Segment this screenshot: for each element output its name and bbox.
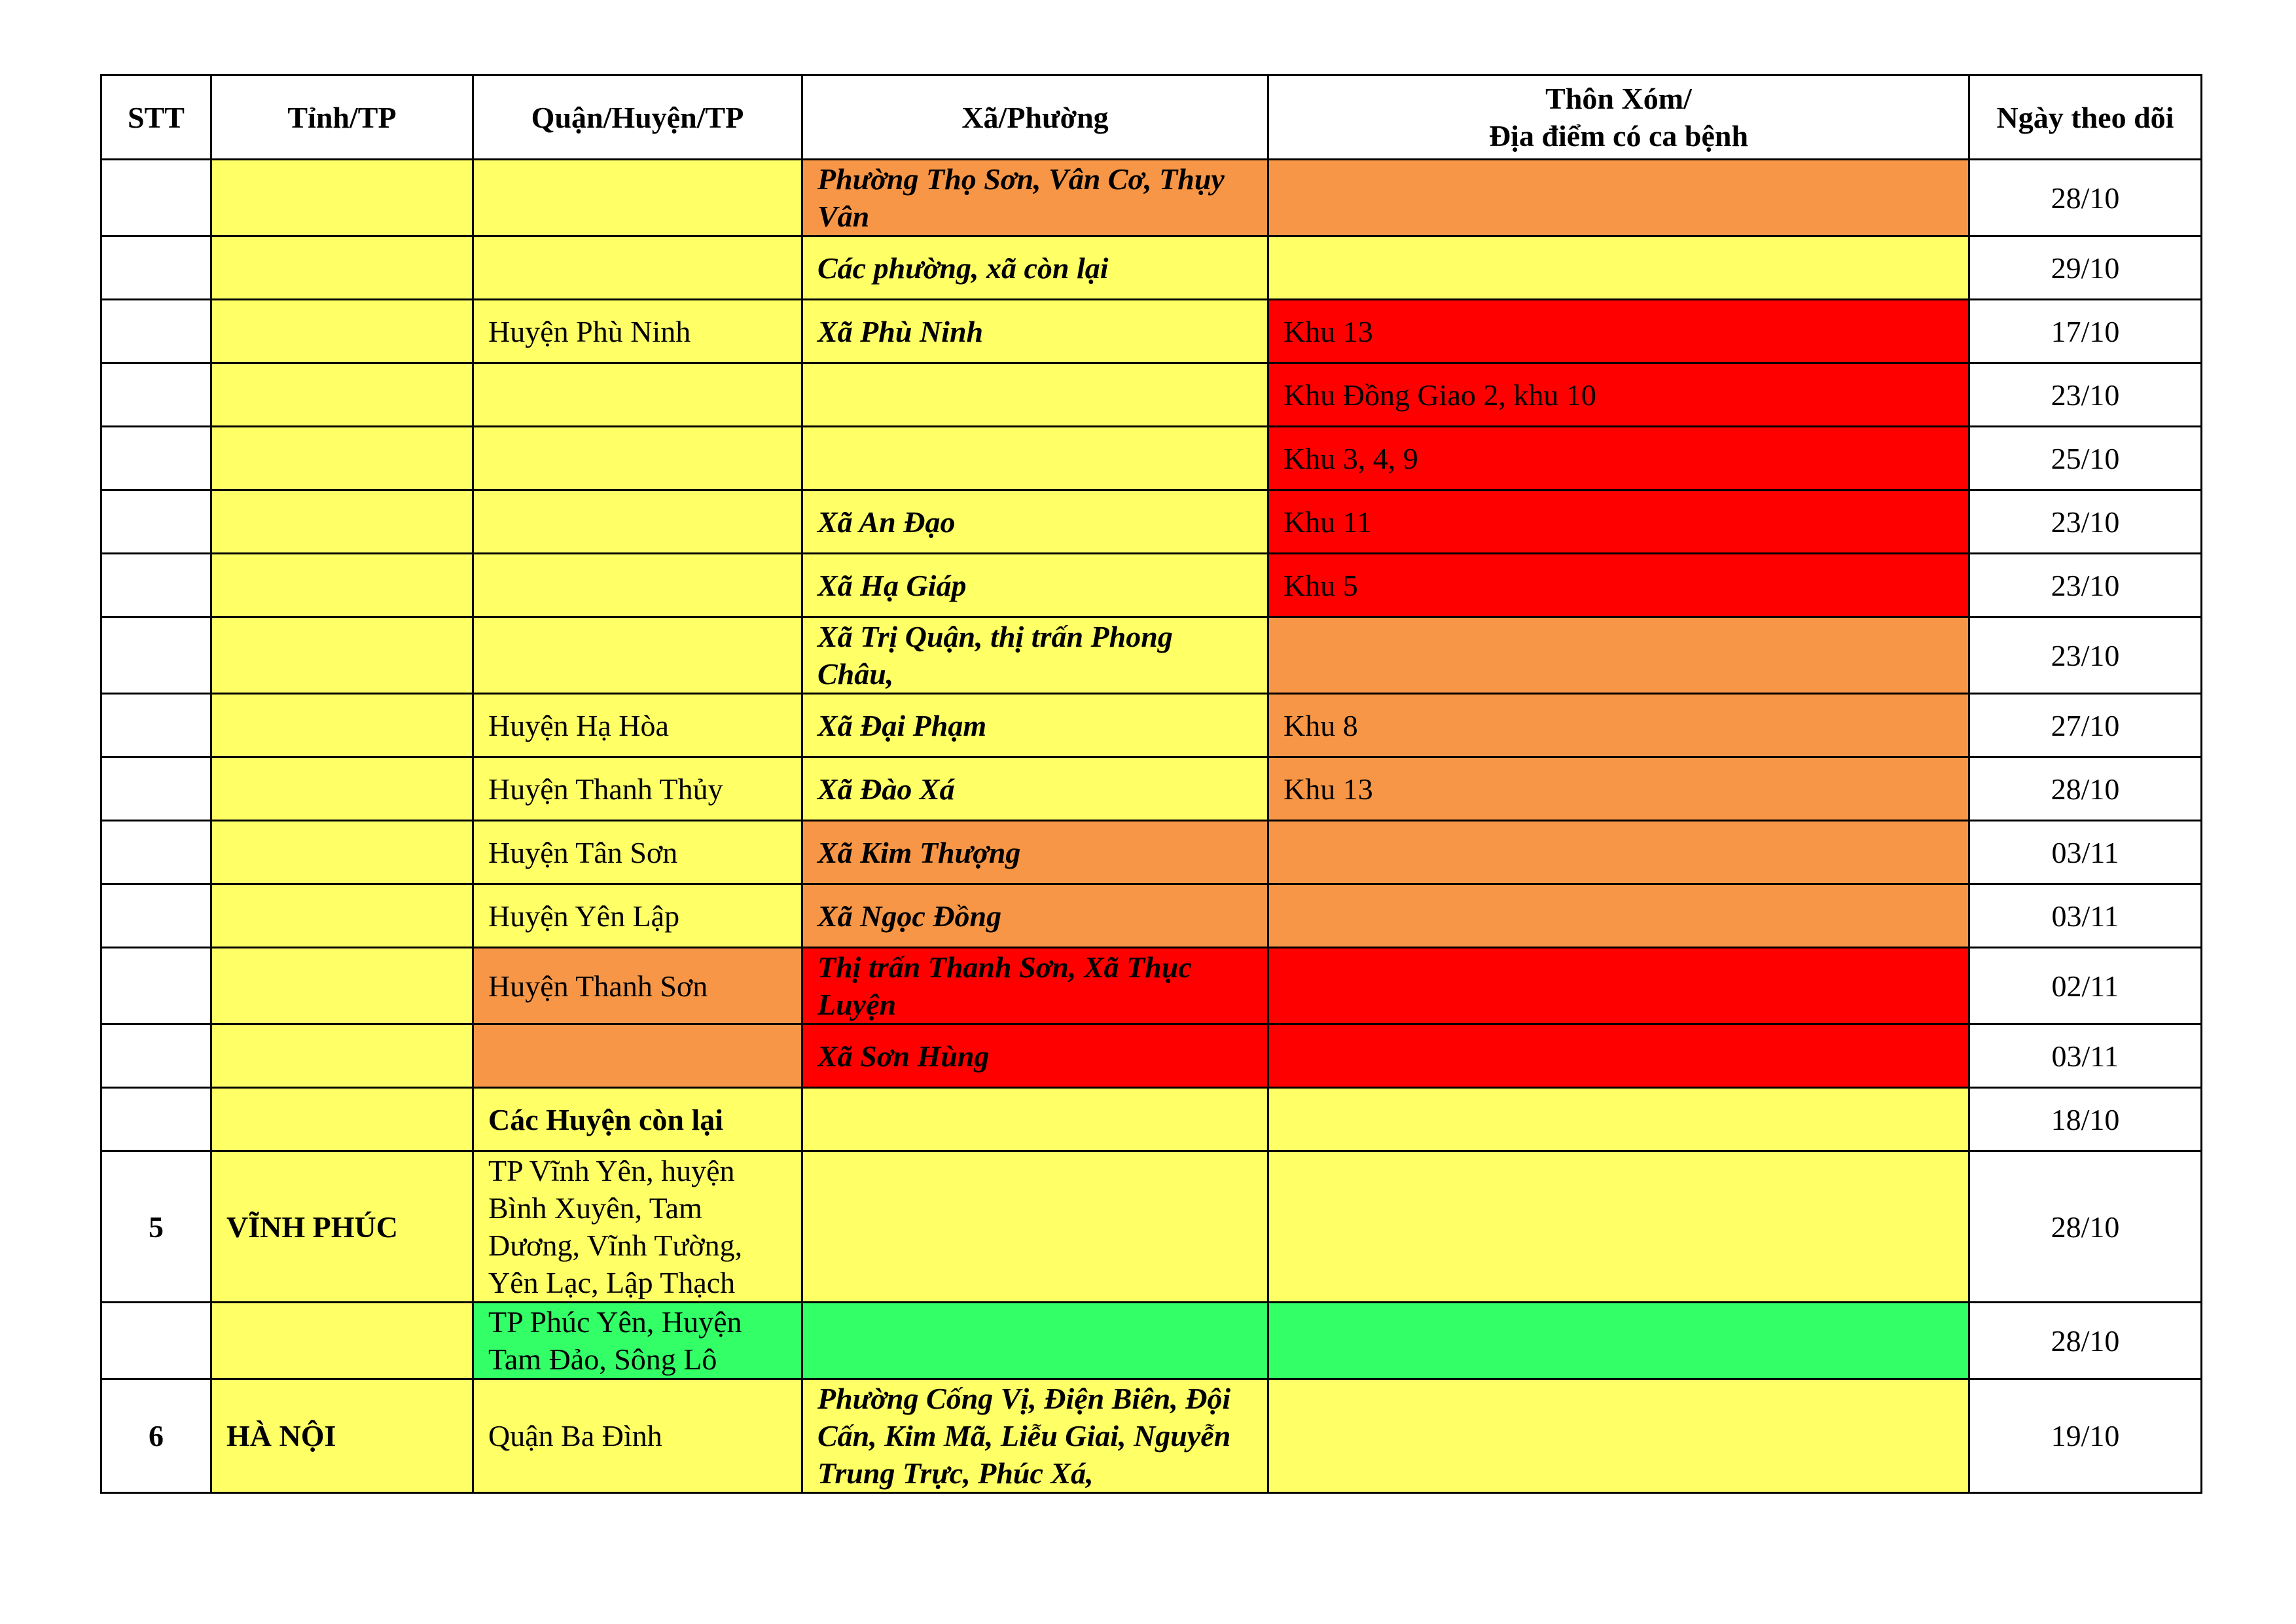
table-row <box>101 363 2202 427</box>
table-row <box>101 757 2202 821</box>
cell-province <box>211 884 473 948</box>
cell-ward: Xã Ngọc Đồng <box>802 884 1268 948</box>
cell-stt <box>101 427 211 490</box>
cell-ward: Xã Phù Ninh <box>802 300 1268 363</box>
cell-district: Huyện Tân Sơn <box>473 821 802 884</box>
cell-province <box>211 1088 473 1151</box>
cell-stt <box>101 490 211 554</box>
table-row <box>101 948 2202 1024</box>
table-row <box>101 427 2202 490</box>
cell-district <box>473 363 802 427</box>
cell-hamlet: Khu 13 <box>1268 300 1969 363</box>
cell-hamlet: Khu Đồng Giao 2, khu 10 <box>1268 363 1969 427</box>
cell-hamlet <box>1268 1088 1969 1151</box>
cell-stt <box>101 236 211 300</box>
cell-hamlet: Khu 13 <box>1268 757 1969 821</box>
cell-ward: Xã Hạ Giáp <box>802 554 1268 617</box>
cell-province <box>211 236 473 300</box>
cell-ward <box>802 1088 1268 1151</box>
cell-stt <box>101 757 211 821</box>
cell-province <box>211 948 473 1024</box>
table-row <box>101 694 2202 757</box>
cell-hamlet <box>1268 236 1969 300</box>
header-date: Ngày theo dõi <box>1969 75 2202 160</box>
cell-date: 23/10 <box>1969 363 2202 427</box>
header-province: Tỉnh/TP <box>211 75 473 160</box>
cell-stt <box>101 1303 211 1379</box>
cell-hamlet <box>1268 617 1969 694</box>
cell-ward: Xã Kim Thượng <box>802 821 1268 884</box>
cell-province <box>211 617 473 694</box>
cell-stt <box>101 554 211 617</box>
cell-province <box>211 160 473 236</box>
cell-province <box>211 694 473 757</box>
cell-date: 03/11 <box>1969 1024 2202 1088</box>
cell-ward: Phường Thọ Sơn, Vân Cơ, Thụy Vân <box>802 160 1268 236</box>
cell-date: 28/10 <box>1969 1303 2202 1379</box>
header-hamlet-line1: Thôn Xóm/ <box>1545 82 1692 115</box>
table-row <box>101 821 2202 884</box>
cell-district <box>473 1024 802 1088</box>
cell-hamlet: Khu 5 <box>1268 554 1969 617</box>
table-row <box>101 884 2202 948</box>
cell-ward <box>802 1303 1268 1379</box>
cell-stt <box>101 948 211 1024</box>
cell-province <box>211 300 473 363</box>
cell-hamlet <box>1268 948 1969 1024</box>
cell-district <box>473 554 802 617</box>
cell-date: 23/10 <box>1969 617 2202 694</box>
cell-province <box>211 821 473 884</box>
table-row <box>101 617 2202 694</box>
cell-date: 27/10 <box>1969 694 2202 757</box>
table-row <box>101 554 2202 617</box>
cell-district: Huyện Phù Ninh <box>473 300 802 363</box>
table-row <box>101 1088 2202 1151</box>
header-ward: Xã/Phường <box>802 75 1268 160</box>
cell-stt <box>101 363 211 427</box>
cell-district <box>473 490 802 554</box>
cell-province: VĨNH PHÚC <box>211 1151 473 1303</box>
cell-district: Các Huyện còn lại <box>473 1088 802 1151</box>
table-row <box>101 1379 2202 1493</box>
cell-stt <box>101 617 211 694</box>
cell-stt <box>101 821 211 884</box>
cell-date: 19/10 <box>1969 1379 2202 1493</box>
cell-hamlet <box>1268 1379 1969 1493</box>
cell-province <box>211 554 473 617</box>
cell-district <box>473 427 802 490</box>
cell-date: 03/11 <box>1969 821 2202 884</box>
cell-province <box>211 1303 473 1379</box>
cell-hamlet <box>1268 821 1969 884</box>
cell-ward <box>802 363 1268 427</box>
table-row <box>101 1303 2202 1379</box>
cell-stt <box>101 1024 211 1088</box>
cell-stt <box>101 884 211 948</box>
header-hamlet <box>1268 75 1969 160</box>
cell-date: 18/10 <box>1969 1088 2202 1151</box>
cell-province <box>211 427 473 490</box>
cell-date: 03/11 <box>1969 884 2202 948</box>
cell-province <box>211 490 473 554</box>
cell-district: TP Phúc Yên, Huyện Tam Đảo, Sông Lô <box>473 1303 802 1379</box>
table-header-row <box>101 75 2202 160</box>
cell-district: Quận Ba Đình <box>473 1379 802 1493</box>
header-stt: STT <box>101 75 211 160</box>
cell-ward: Xã Đào Xá <box>802 757 1268 821</box>
cell-date: 23/10 <box>1969 490 2202 554</box>
cell-date: 28/10 <box>1969 1151 2202 1303</box>
cell-district: Huyện Thanh Thủy <box>473 757 802 821</box>
cell-date: 23/10 <box>1969 554 2202 617</box>
cell-hamlet <box>1268 1024 1969 1088</box>
cell-district: Huyện Thanh Sơn <box>473 948 802 1024</box>
cell-province <box>211 363 473 427</box>
table-row <box>101 490 2202 554</box>
cell-stt <box>101 300 211 363</box>
cell-district: TP Vĩnh Yên, huyện Bình Xuyên, Tam Dương, Vĩnh Tường, Yên Lạc, Lập Thạch <box>473 1151 802 1303</box>
cell-ward: Xã Đại Phạm <box>802 694 1268 757</box>
cell-date: 28/10 <box>1969 160 2202 236</box>
cell-district <box>473 160 802 236</box>
cell-stt <box>101 1088 211 1151</box>
cell-date: 29/10 <box>1969 236 2202 300</box>
cell-district: Huyện Yên Lập <box>473 884 802 948</box>
cell-province <box>211 757 473 821</box>
header-district: Quận/Huyện/TP <box>473 75 802 160</box>
cell-hamlet: Khu 3, 4, 9 <box>1268 427 1969 490</box>
cell-ward: Xã An Đạo <box>802 490 1268 554</box>
table-row <box>101 1151 2202 1303</box>
cell-stt <box>101 694 211 757</box>
cell-date: 17/10 <box>1969 300 2202 363</box>
table-body <box>101 160 2202 1493</box>
header-hamlet-line2: Địa điểm có ca bệnh <box>1488 119 1749 153</box>
cell-hamlet: Khu 11 <box>1268 490 1969 554</box>
cell-province: HÀ NỘI <box>211 1379 473 1493</box>
cell-hamlet <box>1268 884 1969 948</box>
cell-province <box>211 1024 473 1088</box>
cell-hamlet <box>1268 160 1969 236</box>
cell-date: 25/10 <box>1969 427 2202 490</box>
cell-stt <box>101 160 211 236</box>
cell-ward: Xã Sơn Hùng <box>802 1024 1268 1088</box>
cell-hamlet <box>1268 1151 1969 1303</box>
table-row <box>101 160 2202 236</box>
cell-stt: 5 <box>101 1151 211 1303</box>
cell-ward: Thị trấn Thanh Sơn, Xã Thục Luyện <box>802 948 1268 1024</box>
table-row <box>101 236 2202 300</box>
cell-date: 28/10 <box>1969 757 2202 821</box>
cell-ward: Xã Trị Quận, thị trấn Phong Châu, <box>802 617 1268 694</box>
cell-district <box>473 617 802 694</box>
cell-district <box>473 236 802 300</box>
cell-district: Huyện Hạ Hòa <box>473 694 802 757</box>
cell-stt: 6 <box>101 1379 211 1493</box>
risk-level-table <box>100 74 2202 1494</box>
cell-ward: Các phường, xã còn lại <box>802 236 1268 300</box>
cell-ward <box>802 1151 1268 1303</box>
table-row <box>101 300 2202 363</box>
cell-ward <box>802 427 1268 490</box>
table-row <box>101 1024 2202 1088</box>
cell-ward: Phường Cống Vị, Điện Biên, Đội Cấn, Kim Mã, Liễu Giai, Nguyễn Trung Trực, Phúc Xá, <box>802 1379 1268 1493</box>
cell-hamlet: Khu 8 <box>1268 694 1969 757</box>
cell-hamlet <box>1268 1303 1969 1379</box>
cell-date: 02/11 <box>1969 948 2202 1024</box>
